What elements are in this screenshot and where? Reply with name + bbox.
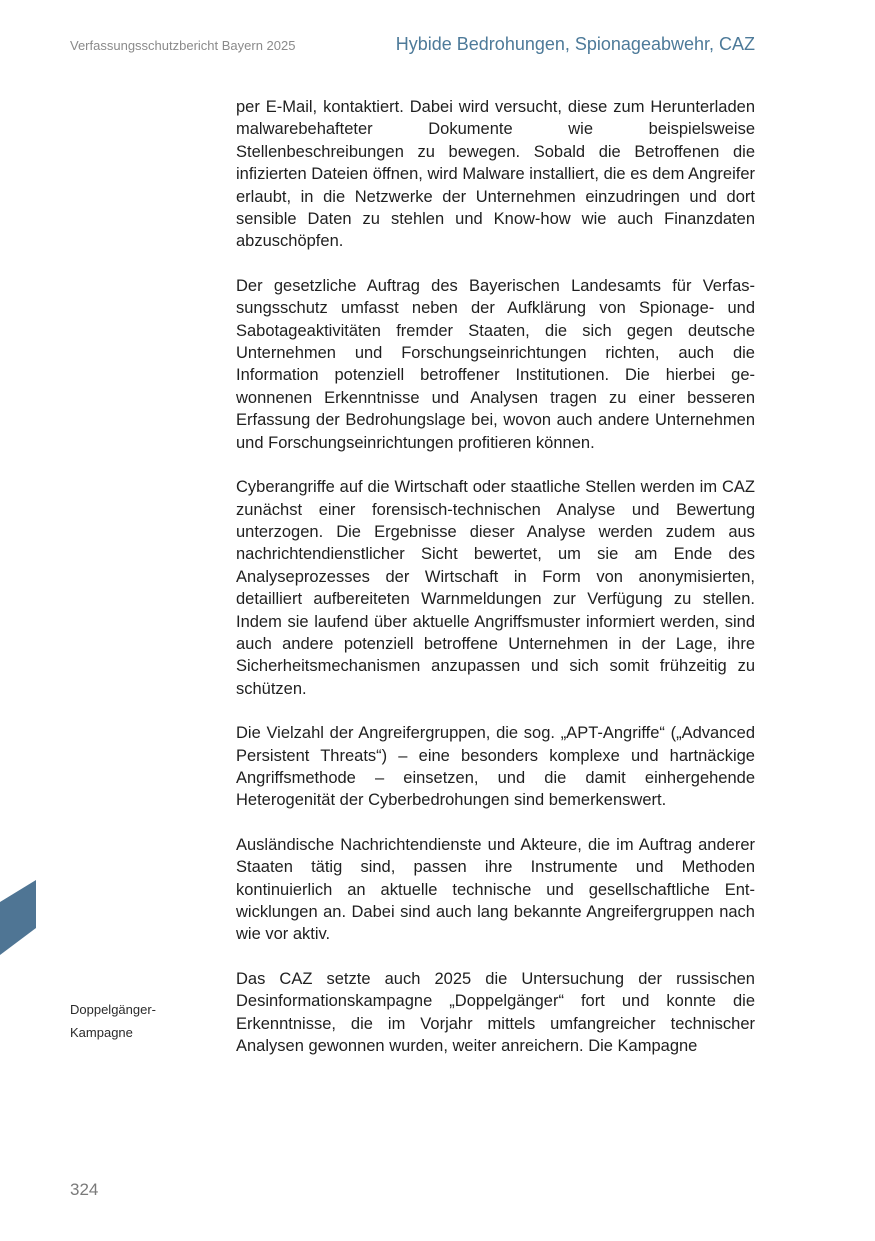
running-header-left: Verfassungsschutzbericht Bayern 2025 <box>70 38 296 53</box>
running-header-right: Hybide Bedrohungen, Spionageabwehr, CAZ <box>395 34 755 54</box>
paragraph: Die Vielzahl der Angreifergruppen, die sog. „APT-Angriffe“ („Advanced Persistent Threats“) – eine besonders komplexe und hartnäckige Angriffsmethode – einsetzen, und die damit einhergehende Heterogenität der Cyberbedrohungen sind bemerkenswert. <box>236 724 755 810</box>
paragraph: Das CAZ setzte auch 2025 die Untersuchung der russischen Desinformationskampagne „Doppelgänger“ fort und konnte die Erkenntnisse, die im Vorjahr mittels umfangreicher technischer Analysen gewonnen wurden, weiter anreichern. Die Kampagne <box>236 969 755 1056</box>
page-number: 324 <box>70 1180 99 1199</box>
chapter-tab-marker <box>0 880 36 955</box>
paragraph: Ausländische Nachrichtendienste und Akteure, die im Auftrag anderer Staaten tätig sind, passen ihre Instrumente und Methoden kontinuierlich an aktuelle technische und gesellschaftliche Entwicklungen an. Dabei sind auch lang bekannte Angreifergruppen nach wie vor aktiv. <box>236 835 755 944</box>
margin-note-line: Doppelgänger- <box>70 1002 157 1017</box>
paragraph: per E-Mail, kontaktiert. Dabei wird versucht, diese zum Herunterladen malwarebehafteter Dokumente wie beispielsweise Stellenbeschreibungen zu bewegen. Sobald die Betroffenen die infizierten Dateien öffnen, wird Malware installiert, die es dem Angreifer erlaubt, in die Netzwerke der Unternehmen einzudringen und dort sensible Daten zu stehlen und Know-how wie auch Finanzdaten abzuschöpfen. <box>236 98 755 251</box>
paragraph: Cyberangriffe auf die Wirtschaft oder staatliche Stellen werden im CAZ zunächst einer forensisch-technischen Analyse und Bewertung unterzogen. Die Ergebnisse dieser Analyse werden zudem aus nachrichtendienstlicher Sicht bewertet, um sie am Ende des Analyseprozesses der Wirtschaft in Form von anonymisierten, detailliert aufbereiteten Warnmeldungen zur Verfügung zu stellen. Indem sie laufend über aktuelle Angriffsmuster informiert werden, sind auch andere potenziell betroffene Unternehmen in der Lage, ihre Sicherheitsmechanismen anzupassen und sich somit frühzeitig zu schützen. <box>236 478 755 698</box>
margin-note <box>70 998 156 1044</box>
margin-note-line: Kampagne <box>70 1025 133 1040</box>
paragraph: Der gesetzliche Auftrag des Bayerischen Landesamts für Verfassungsschutz umfasst neben der Aufklärung von Spionage- und Sabotageaktivitäten fremder Staaten, die sich gegen deutsche Unternehmen und Forschungseinrichtungen richten, auch die Information potenziell betroffener Institutionen. Die hierbei gewonnenen Erkenntnisse und Analysen tragen zu einer besseren Erfassung der Bedrohungslage bei, wovon auch andere Unternehmen und Forschungseinrichtungen profitieren können. <box>236 276 755 452</box>
body-text <box>236 96 755 1079</box>
